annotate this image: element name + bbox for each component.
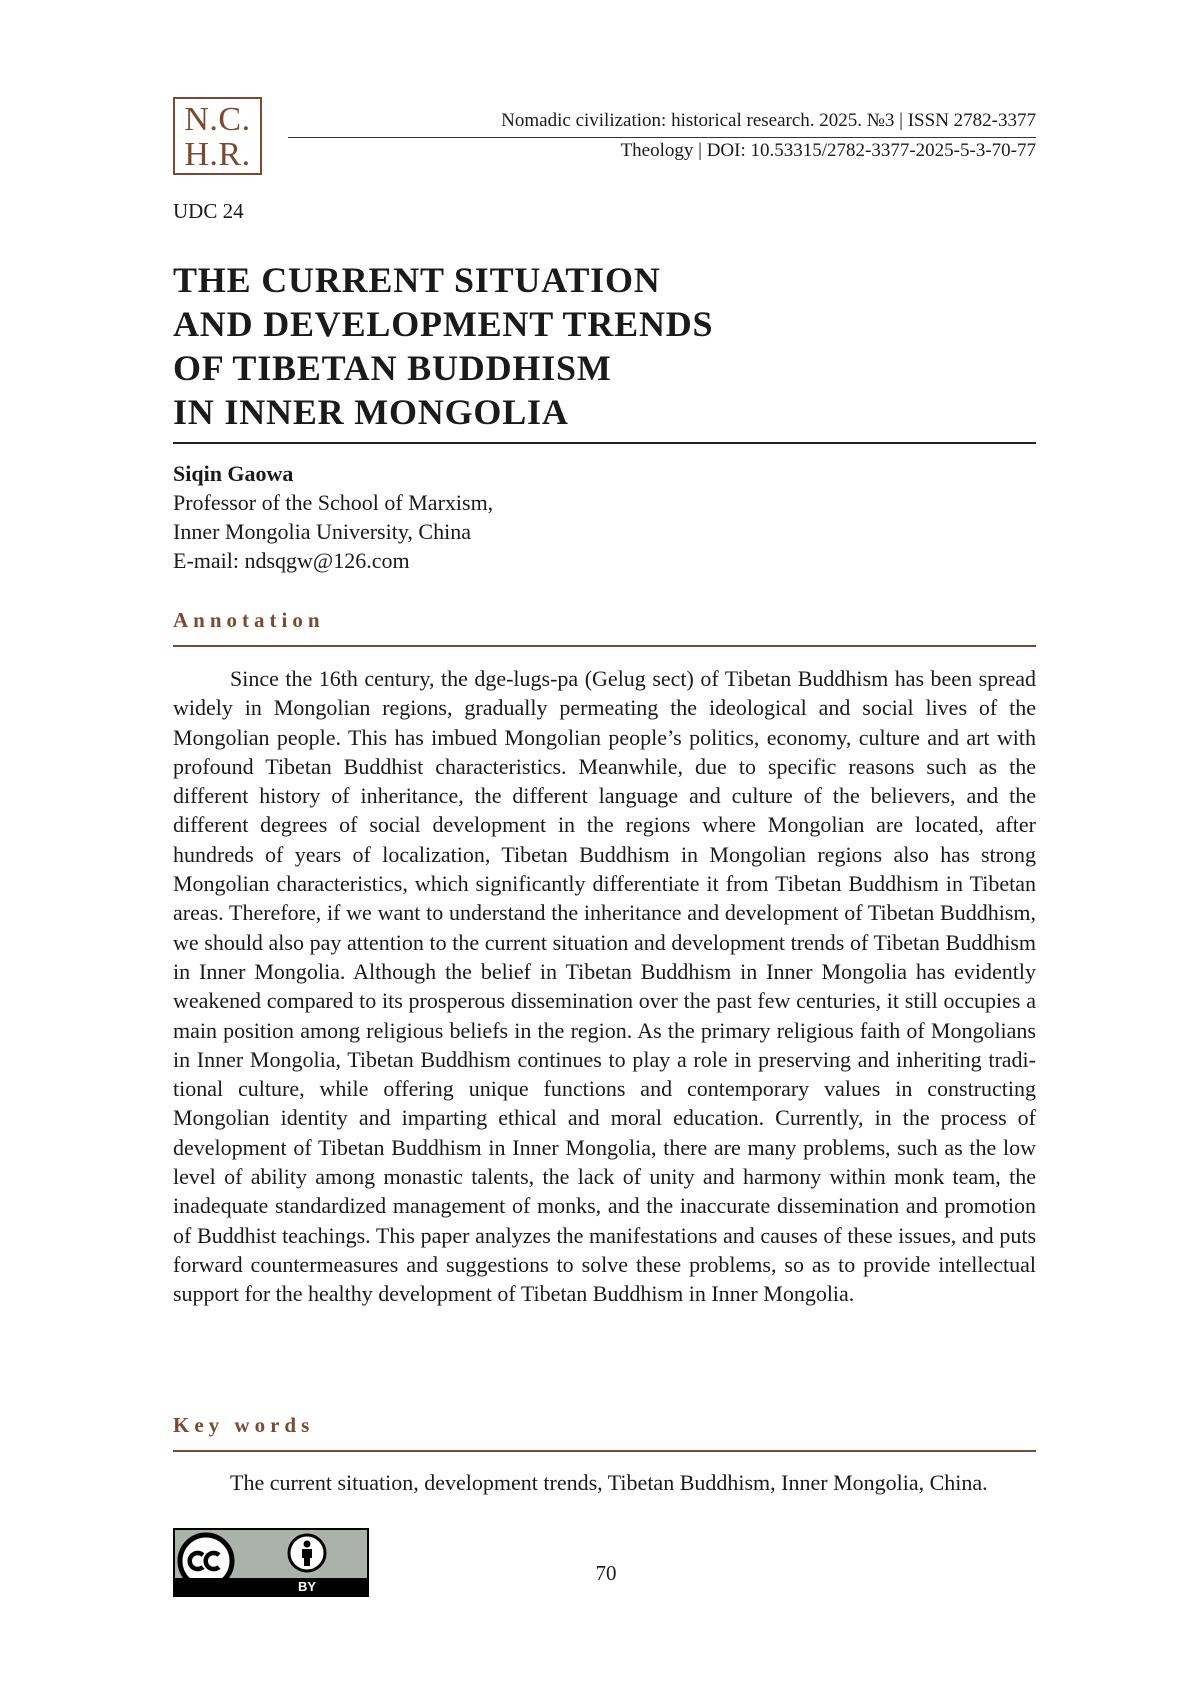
keywords-heading: Key words — [173, 1413, 315, 1437]
badge-bar — [175, 1578, 367, 1595]
annotation-divider — [173, 645, 1036, 647]
title-line-3: OF TIBETAN BUDDHISM — [173, 348, 612, 388]
title-line-1: THE CURRENT SITUATION — [173, 260, 661, 300]
badge-by-label: BY — [297, 1579, 317, 1594]
cc-by-license-badge[interactable] — [173, 1528, 369, 1597]
title-divider — [173, 442, 1036, 444]
doi-info: Theology | DOI: 10.53315/2782-3377-2025-5-3-70-77 — [620, 140, 1036, 161]
page-number: 70 — [595, 1561, 617, 1585]
annotation-text: Since the 16th century, the dge-lugs-pa (Gelug sect) of Tibetan Buddhism has been spread widely in Mongolian regions, gradually permeating the ideological and social lives of the Mongolian people. This has imbued Mongolian people’s politics, economy, culture and art with profound Tibetan Buddhist characteristics. Meanwhile, due to specific reasons such as the different history of inheritance, the different language and culture of the believers, and the different degrees of social development in the regions where Mongolian are located, after hundreds of years of localization, Tibetan Buddhism in Mongolian regions also has strong Mongolian characteristics, which significantly differentiate it from Tibetan Buddhism in Tibetan areas. Therefore, if we want to understand the inheritance and development of Tibetan Buddhism, we should also pay attention to the current situation and development trends of Tibetan Buddhism in Inner Mongolia. Although the belief in Tibetan Buddhism in Inner Mongolia has evidently weakened compared to its prosperous dissemination over the past few centuries, it still occupies a main position among religious beliefs in the region. As the primary religious faith of Mongolians in Inner Mongolia, Tibetan Buddhism continues to play a role in preserving and inheriting traditional culture, while offering unique functions and contemporary values in constructing Mongolian identity and imparting ethical and moral education. Currently, in the process of development of Tibetan Buddhism in Inner Mongolia, there are many problems, such as the low level of ability among monastic talents, the lack of unity and harmony within monk team, the inadequate standardized management of monks, and the inaccurate dissemination and promotion of Buddhist teachings. This paper analyzes the manifestations and causes of these issues, and puts forward countermeasures and suggestions to solve these problems, so as to provide intellectual support for the healthy development of Tibetan Buddhism in Inner Mongolia. — [173, 666, 1036, 1307]
author-name: Siqin Gaowa — [173, 461, 294, 486]
author-position: Professor of the School of Marxism, — [173, 490, 494, 515]
journal-logo — [173, 97, 262, 175]
logo-line-2: H.R. — [184, 136, 251, 173]
annotation-heading: Annotation — [173, 608, 325, 632]
logo-line-1: N.C. — [184, 101, 251, 138]
article-title — [173, 258, 1033, 434]
author-affiliation: Inner Mongolia University, China — [173, 519, 471, 544]
title-line-2: AND DEVELOPMENT TRENDS — [173, 304, 714, 344]
author-block — [173, 459, 493, 575]
attribution-person-icon — [289, 1535, 325, 1571]
title-line-4: IN INNER MONGOLIA — [173, 392, 569, 432]
udc-code: UDC 24 — [173, 199, 244, 223]
keywords-text: The current situation, development trends, Tibetan Buddhism, Inner Mongolia, China. — [230, 1470, 988, 1495]
header-divider — [288, 137, 1036, 138]
journal-info: Nomadic civilization: historical research. 2025. №3 | ISSN 2782-3377 — [501, 110, 1036, 131]
keywords-divider — [173, 1450, 1036, 1452]
author-email: E-mail: ndsqgw@126.com — [173, 548, 410, 573]
